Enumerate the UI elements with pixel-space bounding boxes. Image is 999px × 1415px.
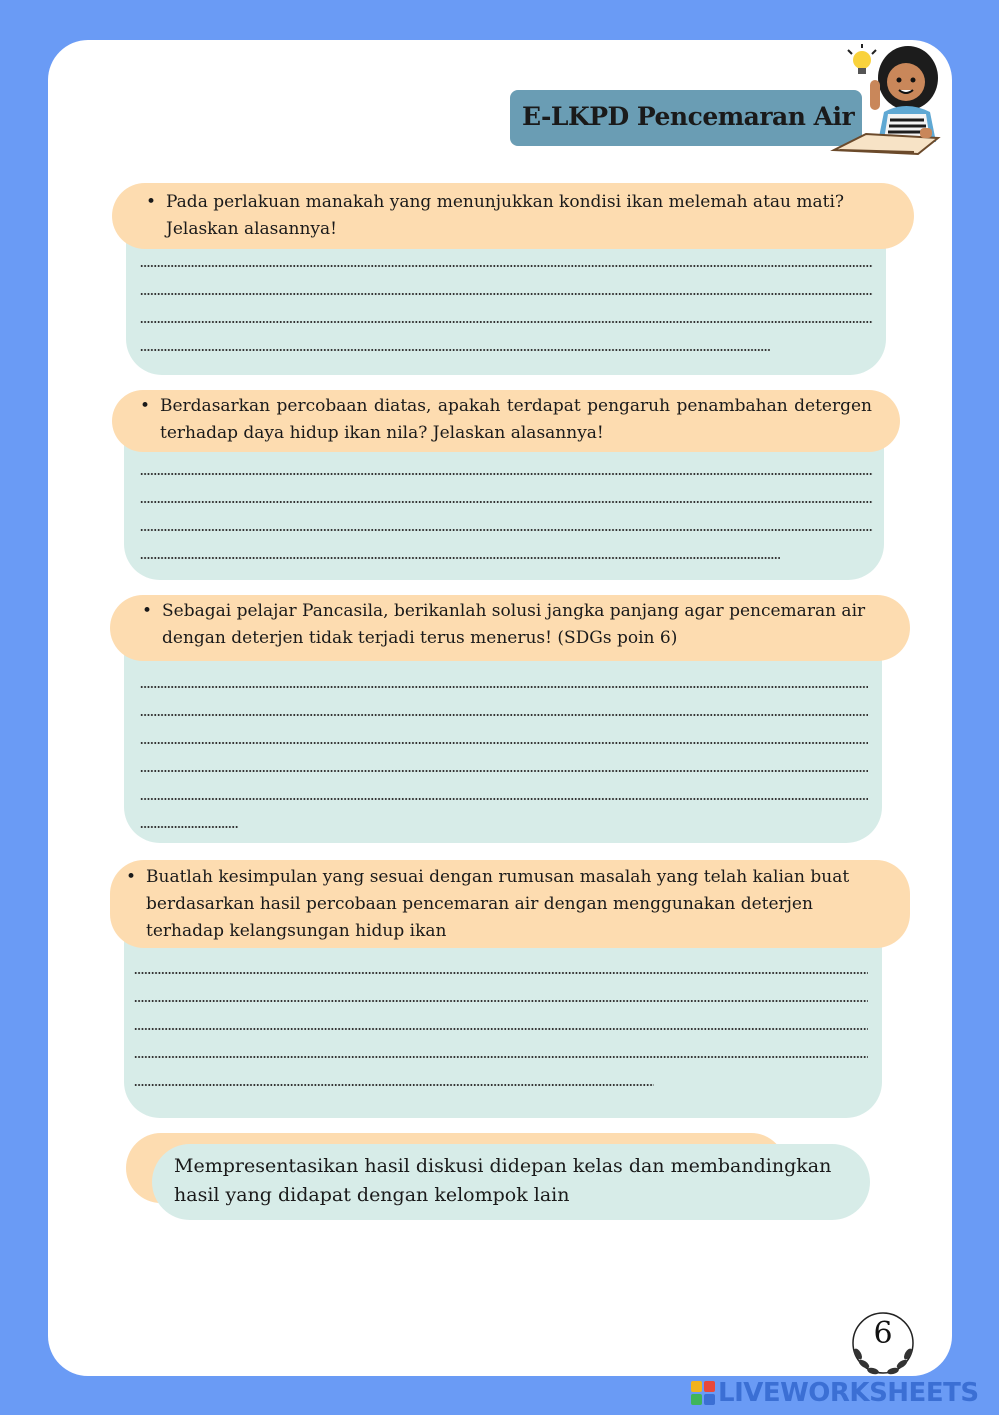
answer-line (134, 972, 868, 974)
question-1-text: • Pada perlakuan manakah yang menunjukkan kondisi ikan melemah atau mati? Jelaskan alasannya! (144, 189, 884, 243)
answer-line (140, 265, 873, 267)
answer-line (134, 1056, 868, 1058)
answer-area-3[interactable] (124, 635, 882, 843)
question-3 (110, 595, 910, 661)
answer-line (140, 686, 868, 688)
question-4-text: • Buatlah kesimpulan yang sesuai dengan rumusan masalah yang telah kalian buat berdasarkan hasil percobaan pencemaran air dengan menggunakan deterjen terhadap kelangsungan hidup ikan (124, 864, 884, 945)
answer-area-4[interactable] (124, 922, 882, 1118)
question-3-text: • Sebagai pelajar Pancasila, berikanlah solusi jangka panjang agar pencemaran air dengan deterjen tidak terjadi terus menerus! (SDGs poin 6) (140, 598, 870, 652)
answer-line (140, 501, 873, 503)
question-2 (112, 390, 900, 452)
answer-line (140, 742, 868, 744)
liveworksheets-brand[interactable] (690, 1376, 979, 1410)
brand-name: LIVEWORKSHEETS (718, 1378, 979, 1408)
page-number: 6 (873, 1316, 893, 1351)
answer-line (140, 473, 873, 475)
answer-line (140, 714, 868, 716)
answer-line (140, 770, 868, 772)
question-1 (112, 183, 914, 249)
question-4 (110, 860, 910, 948)
answer-line (140, 798, 868, 800)
question-2-text: • Berdasarkan percobaan diatas, apakah terdapat pengaruh penambahan detergen terhadap daya hidup ikan nila? Jelaskan alasannya! (138, 393, 872, 447)
page-title: E-LKPD Pencemaran Air (522, 102, 855, 131)
liveworksheets-logo-icon (690, 1380, 716, 1406)
answer-line (134, 1028, 868, 1030)
answer-line (134, 1000, 868, 1002)
answer-line (140, 557, 780, 559)
answer-line (140, 826, 238, 828)
answer-line (134, 1084, 654, 1086)
answer-line (140, 349, 770, 351)
answer-line (140, 529, 873, 531)
student-illustration-icon (826, 42, 946, 160)
answer-line (140, 293, 873, 295)
presentation-instruction: Mempresentasikan hasil diskusi didepan kelas dan membandingkan hasil yang didapat dengan kelompok lain (152, 1144, 870, 1220)
answer-line (140, 321, 873, 323)
